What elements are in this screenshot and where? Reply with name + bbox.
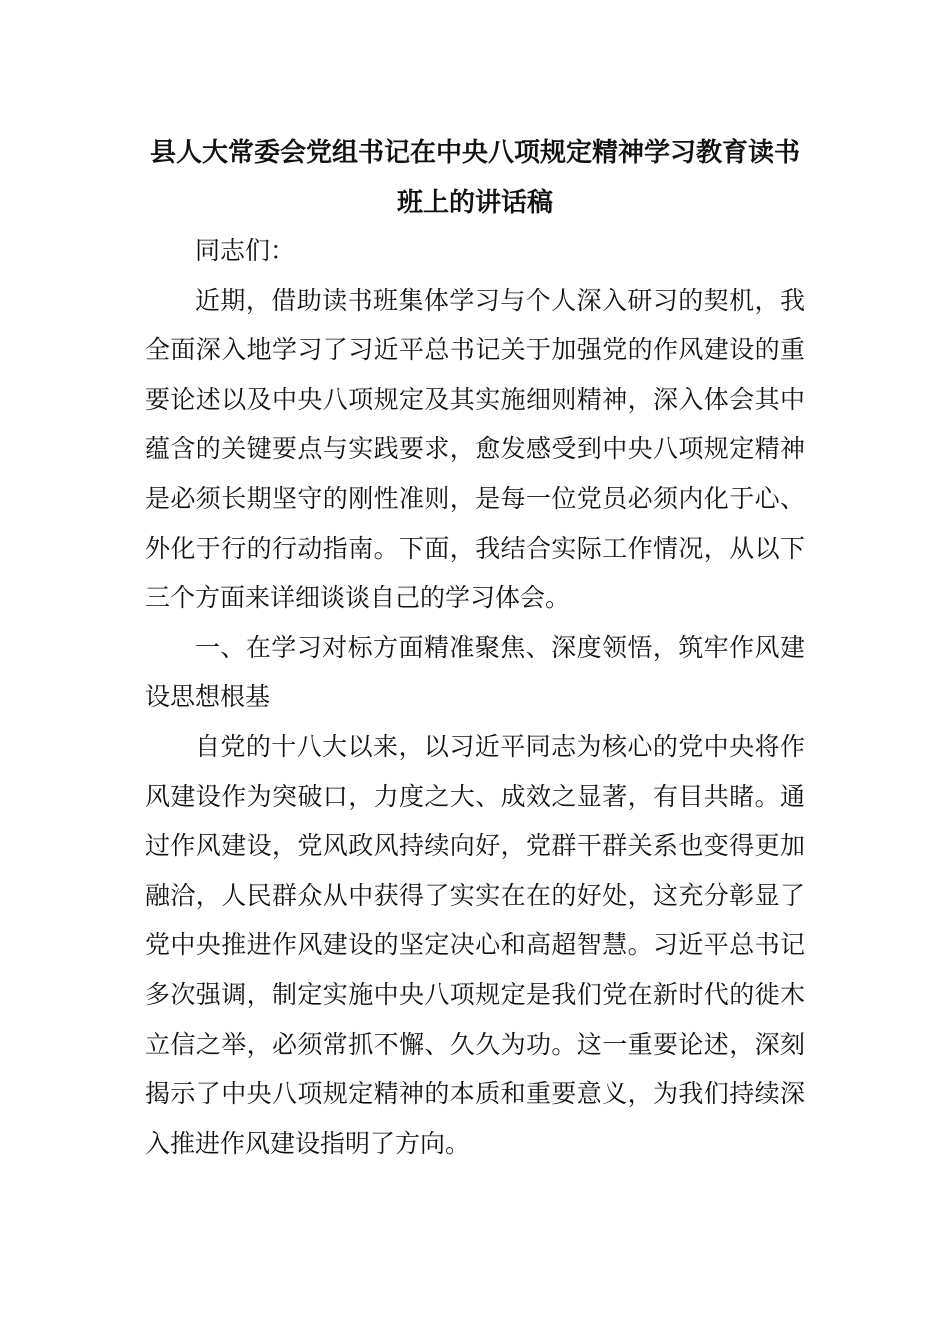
- salutation: 同志们：: [195, 236, 296, 265]
- document-body: [145, 226, 805, 1168]
- paragraph: 自党的十八大以来，以习近平同志为核心的党中央将作风建设作为突破口，力度之大、成效之显著，有目共睹。通过作风建设，党风政风持续向好，党群干群关系也变得更加融洽，人民群众从中获得了实实在在的好处，这充分彰显了党中央推进作风建设的坚定决心和高超智慧。习近平总书记多次强调，制定实施中央八项规定是我们党在新时代的徙木立信之举，必须常抓不懈、久久为功。这一重要论述，深刻揭示了中央八项规定精神的本质和重要意义，为我们持续深入推进作风建设指明了方向。: [145, 731, 805, 1158]
- document-title: 县人大常委会党组书记在中央八项规定精神学习教育读书班上的讲话稿: [149, 138, 800, 218]
- paragraph: 近期，借助读书班集体学习与个人深入研习的契机，我全面深入地学习了习近平总书记关于加强党的作风建设的重要论述以及中央八项规定及其实施细则精神，深入体会其中蕴含的关键要点与实践要求，愈发感受到中央八项规定精神是必须长期坚守的刚性准则，是每一位党员必须内化于心、外化于行的行动指南。下面，我结合实际工作情况，从以下三个方面来详细谈谈自己的学习体会。: [145, 285, 805, 613]
- section-heading: 一、在学习对标方面精准聚焦、深度领悟，筑牢作风建设思想根基: [145, 632, 805, 712]
